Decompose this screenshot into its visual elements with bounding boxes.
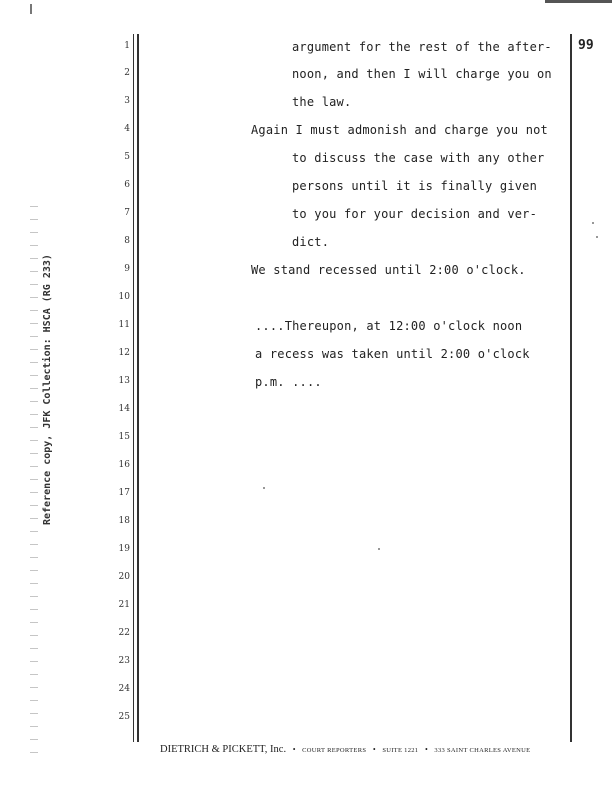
line-number: 11 — [118, 320, 130, 330]
line-number: 19 — [118, 544, 130, 554]
transcript-line: to discuss the case with any other — [292, 151, 545, 165]
transcript-line: a recess was taken until 2:00 o'clock — [255, 347, 530, 361]
transcript-line: ....Thereupon, at 12:00 o'clock noon — [255, 319, 523, 333]
scan-mark — [30, 4, 32, 14]
right-margin-rule — [570, 34, 572, 742]
line-number: 1 — [124, 41, 130, 51]
line-number: 6 — [124, 180, 130, 190]
page-number: 99 — [578, 38, 594, 53]
line-number: 21 — [118, 600, 130, 610]
transcript-line: dict. — [292, 235, 330, 249]
transcript-line: We stand recessed until 2:00 o'clock. — [251, 263, 526, 277]
line-number: 17 — [118, 488, 130, 498]
scan-speck — [596, 236, 598, 238]
line-number: 23 — [118, 656, 130, 666]
binding-edge-artifact — [30, 200, 38, 760]
line-number: 13 — [118, 376, 130, 386]
archive-stamp: Reference copy, JFK Collection: HSCA (RG 233) — [42, 254, 53, 525]
line-number: 14 — [118, 404, 130, 414]
line-number: 7 — [124, 208, 130, 218]
line-number: 25 — [118, 712, 130, 722]
transcript-line: persons until it is finally given — [292, 179, 538, 193]
line-number: 8 — [124, 236, 130, 246]
scan-speck — [263, 487, 265, 489]
line-number: 4 — [124, 124, 130, 134]
footer-bullet: • — [372, 745, 376, 754]
line-number: 24 — [118, 684, 130, 694]
line-number: 2 — [124, 68, 130, 78]
footer-role: COURT REPORTERS — [302, 747, 367, 754]
line-number: 20 — [118, 572, 130, 582]
line-number: 15 — [118, 432, 130, 442]
line-number: 12 — [118, 348, 130, 358]
footer-address: 333 SAINT CHARLES AVENUE — [434, 747, 531, 754]
footer-bullet: • — [424, 745, 428, 754]
left-margin-rule — [133, 34, 134, 742]
line-number: 5 — [124, 152, 130, 162]
scan-speck — [378, 548, 380, 550]
transcript-line: to you for your decision and ver- — [292, 207, 538, 221]
transcript-line: the law. — [292, 95, 352, 109]
transcript-line: noon, and then I will charge you on — [292, 67, 552, 81]
line-number: 9 — [124, 264, 130, 274]
line-number: 16 — [118, 460, 130, 470]
line-number: 10 — [118, 292, 130, 302]
transcript-line: argument for the rest of the after- — [292, 40, 552, 54]
line-number: 22 — [118, 628, 130, 638]
transcript-line: Again I must admonish and charge you not — [251, 123, 548, 137]
footer-suite: SUITE 1221 — [382, 747, 419, 754]
line-number: 3 — [124, 96, 130, 106]
transcript-line: p.m. .... — [255, 375, 322, 389]
left-margin-rule-double — [137, 34, 139, 742]
line-number: 18 — [118, 516, 130, 526]
footer — [160, 744, 580, 755]
scan-speck — [592, 222, 594, 224]
footer-firm: DIETRICH & PICKETT, Inc. — [160, 744, 287, 755]
footer-bullet: • — [292, 745, 296, 754]
top-edge-rule — [545, 0, 612, 3]
